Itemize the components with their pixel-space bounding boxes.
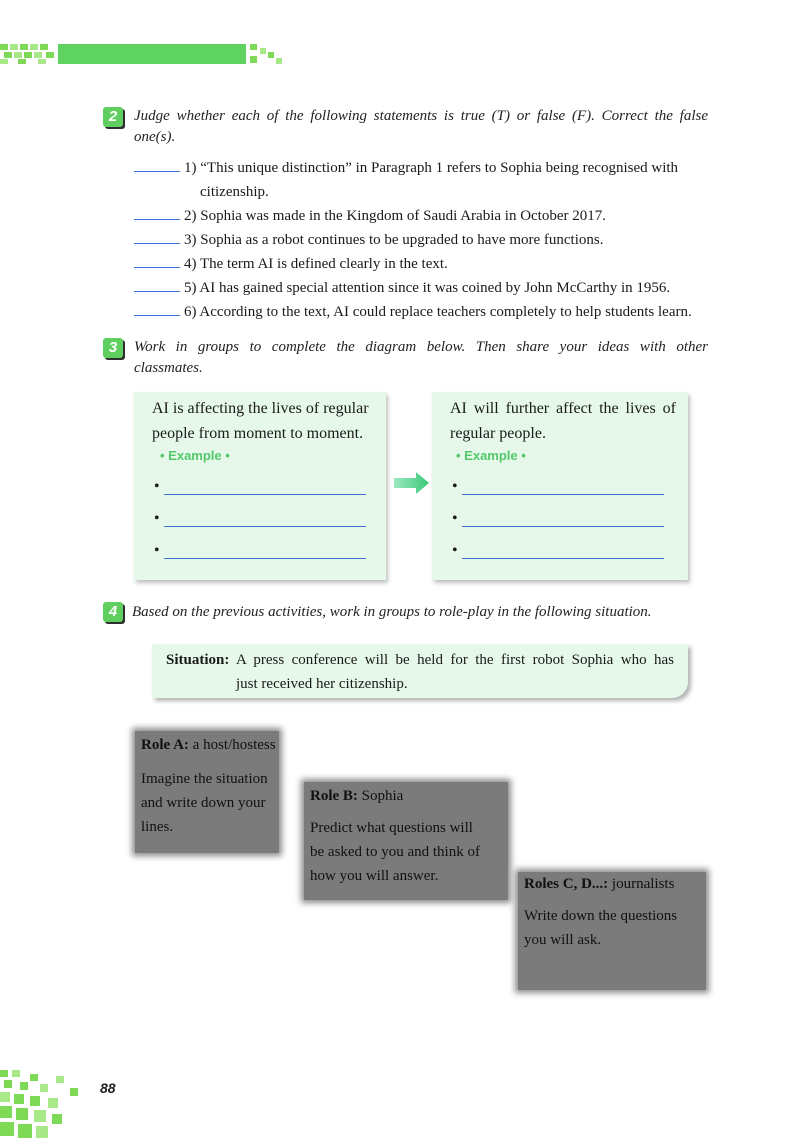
role-line: lines. — [141, 819, 174, 835]
bullet: • — [452, 542, 458, 559]
role-line: be asked to you and think of — [310, 844, 480, 860]
card-text-line1: AI will further affect the lives of — [450, 400, 676, 417]
section3-instruction-line2: classmates. — [134, 360, 203, 376]
section-number-4: 4 — [103, 602, 123, 622]
role-card-cd — [518, 872, 706, 990]
section-number-3: 3 — [103, 338, 123, 358]
card-text-line2: regular people. — [450, 425, 546, 442]
situation-label: Situation: — [166, 652, 230, 668]
role-card-b — [304, 782, 508, 900]
role-heading — [310, 788, 403, 805]
role-line: Write down the questions — [524, 908, 678, 924]
role-label: Role A: — [141, 737, 189, 753]
role-who: journalists — [611, 876, 675, 892]
role-heading — [524, 876, 674, 893]
page-number: 88 — [100, 1080, 116, 1096]
role-line: how you will answer. — [310, 868, 439, 884]
role-who: a host/hostess — [192, 737, 276, 753]
statement-text: 3) Sophia as a robot continues to be upgraded to have more functions. — [184, 232, 604, 248]
section3-instruction-line1: Work in groups to complete the diagram below. Then share your ideas with other — [134, 339, 708, 355]
situation-text: A press conference will be held for the first robot Sophia who has — [235, 652, 674, 668]
answer-line[interactable] — [462, 494, 664, 495]
example-label: • Example • — [160, 448, 230, 463]
diagram-card-current — [134, 392, 386, 580]
answer-line[interactable] — [462, 558, 664, 559]
statement-5 — [134, 276, 670, 300]
answer-blank[interactable] — [134, 205, 180, 220]
bullet: • — [154, 478, 160, 495]
statement-2 — [134, 204, 606, 228]
role-label: Role B: — [310, 788, 358, 804]
example-label: • Example • — [456, 448, 526, 463]
answer-blank[interactable] — [134, 277, 180, 292]
card-text-line1: AI is affecting the lives of regular — [152, 400, 369, 417]
role-label: Roles C, D...: — [524, 876, 609, 892]
arrow-right-icon — [394, 472, 430, 494]
statement-text: 5) AI has gained special attention since it was coined by John McCarthy in 1956. — [184, 280, 671, 296]
role-card-a — [135, 731, 279, 853]
role-line: and write down your — [141, 795, 266, 811]
situation-box — [152, 644, 688, 698]
answer-blank[interactable] — [134, 301, 180, 316]
answer-line[interactable] — [164, 494, 366, 495]
section-number-2: 2 — [103, 107, 123, 127]
answer-blank[interactable] — [134, 229, 180, 244]
statement-3 — [134, 228, 603, 252]
role-line: Imagine the situation — [141, 771, 268, 787]
diagram-card-future — [432, 392, 688, 580]
section2-instruction-line1: Judge whether each of the following statements is true (T) or false (F). Correct the false — [134, 108, 708, 124]
statement-1-continuation: citizenship. — [200, 184, 269, 200]
answer-blank[interactable] — [134, 157, 180, 172]
statement-text: 4) The term AI is defined clearly in the text. — [184, 256, 448, 272]
bullet: • — [154, 542, 160, 559]
answer-line[interactable] — [164, 558, 366, 559]
situation-line1 — [166, 648, 674, 672]
situation-line2: just received her citizenship. — [236, 676, 408, 692]
section2-instruction-line2: one(s). — [134, 129, 176, 145]
statement-text: 6) According to the text, AI could replace teachers completely to help students learn. — [184, 304, 692, 320]
answer-line[interactable] — [462, 526, 664, 527]
bullet: • — [154, 510, 160, 527]
role-heading — [141, 737, 276, 754]
statement-1 — [134, 156, 708, 180]
role-line: Predict what questions will — [310, 820, 473, 836]
role-who: Sophia — [361, 788, 404, 804]
statement-6 — [134, 300, 692, 324]
role-line: you will ask. — [524, 932, 602, 948]
answer-line[interactable] — [164, 526, 366, 527]
statement-text: 1) “This unique distinction” in Paragraph 1 refers to Sophia being recognised with — [184, 160, 679, 176]
section4-instruction: Based on the previous activities, work in groups to role-play in the following situation. — [132, 604, 652, 620]
bullet: • — [452, 478, 458, 495]
bullet: • — [452, 510, 458, 527]
statement-text: 2) Sophia was made in the Kingdom of Saudi Arabia in October 2017. — [184, 208, 607, 224]
card-text-line2: people from moment to moment. — [152, 425, 364, 442]
answer-blank[interactable] — [134, 253, 180, 268]
statement-4 — [134, 252, 448, 276]
